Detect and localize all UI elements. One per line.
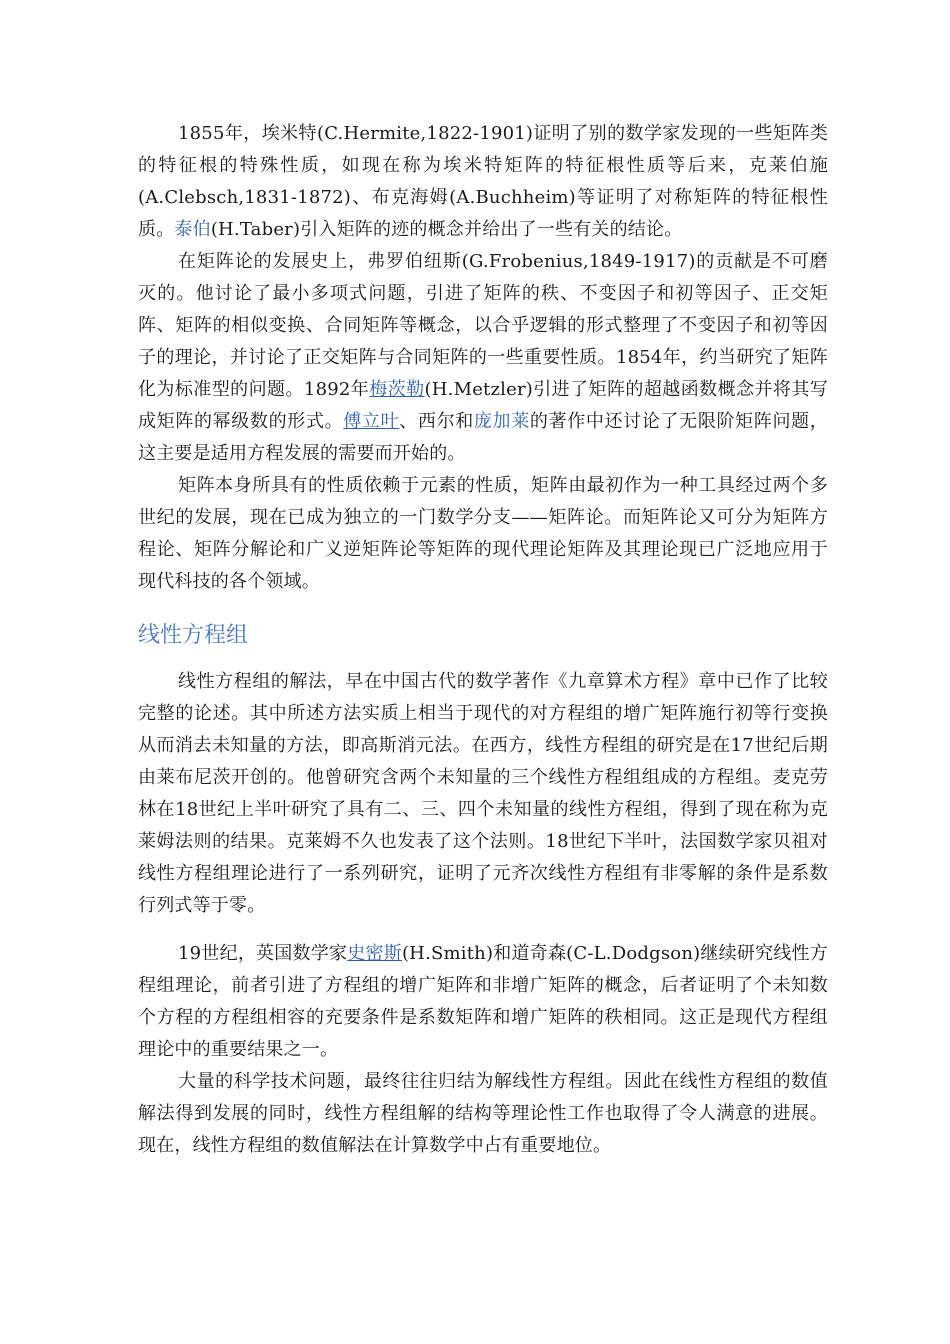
paragraph-matrix-theory: 矩阵本身所具有的性质依赖于元素的性质，矩阵由最初作为一种工具经过两个多世纪的发展，现在已成为独立的一门数学分支——矩阵论。而矩阵论又可分为矩阵方程论、矩阵分解论和广义逆矩阵论等矩阵的现代理论矩阵及其理论现已广泛地应用于现代科技的各个领域。 (138, 475, 828, 592)
paragraph-linear-history: 线性方程组的解法，早在中国古代的数学著作《九章算术方程》章中已作了比较完整的论述。其中所述方法实质上相当于现代的对方程组的增广矩阵施行初等行变换从而消去未知量的方法，即高斯消元法。在西方，线性方程组的研究是在17世纪后期由莱布尼茨开创的。他曾研究含两个未知量的三个线性方程组组成的方程组。麦克劳林在18世纪上半叶研究了具有二、三、四个未知量的线性方程组，得到了现在称为克莱姆法则的结果。克莱姆不久也发表了这个法则。18世纪下半叶，法国数学家贝祖对线性方程组理论进行了一系列研究，证明了元齐次线性方程组有非零解的条件是系数行列式等于零。 (138, 671, 828, 916)
paragraph-text: 的著作中还讨论了无限阶矩阵问题，这主要是适用方程发展的需要而开始的。 (138, 411, 828, 464)
paragraph-frobenius (138, 246, 828, 470)
paragraph-text: (H.Metzler)引进了矩阵的超越函数概念并将其写成矩阵的幂级数的形式。 (138, 379, 828, 432)
paragraph-gap (138, 922, 828, 938)
document-page (138, 118, 828, 1162)
link-smith[interactable]: 史密斯 (347, 943, 402, 964)
section-heading-linear-equations: 线性方程组 (138, 623, 249, 648)
paragraph-text: 在矩阵论的发展史上，弗罗伯纽斯(G.Frobenius,1849-1917)的贡献是不可磨灭的。他讨论了最小多项式问题，引进了矩阵的秩、不变因子和初等因子、正交矩阵、矩阵的相似变换、合同矩阵等概念，以合乎逻辑的形式整理了不变因子和初等因子的理论，并讨论了正交矩阵与合同矩阵的一些重要性质。1854年，约当研究了矩阵化为标准型的问题。1892年 (138, 251, 828, 400)
paragraph-hermite (138, 118, 828, 246)
link-poincare[interactable]: 庞加莱 (473, 411, 530, 432)
link-taber[interactable]: 泰伯 (174, 219, 211, 240)
paragraph-numerical: 大量的科学技术问题，最终往往归结为解线性方程组。因此在线性方程组的数值解法得到发展的同时，线性方程组解的结构等理论性工作也取得了令人满意的进展。现在，线性方程组的数值解法在计算数学中占有重要地位。 (138, 1071, 828, 1156)
paragraph-smith (138, 938, 828, 1066)
paragraph-text: 1855年，埃米特(C.Hermite,1822-1901)证明了别的数学家发现的一些矩阵类的特征根的特殊性质，如现在称为埃米特矩阵的特征根性质等后来，克莱伯施(A.Clebsch,1831-1872)、布克海姆(A.Buchheim)等证明了对称矩阵的特征根性质。 (138, 123, 828, 240)
link-fourier[interactable]: 傅立叶 (343, 411, 400, 432)
paragraph-text: (H.Smith)和道奇森(C-L.Dodgson)继续研究线性方程组理论，前者引进了方程组的增广矩阵和非增广矩阵的概念，后者证明了个未知数个方程的方程组相容的充要条件是系数矩阵和增广矩阵的秩相同。这正是现代方程组理论中的重要结果之一。 (138, 943, 828, 1060)
paragraph-text: 、西尔和 (399, 411, 474, 432)
paragraph-text: 19世纪，英国数学家 (178, 943, 348, 964)
link-metzler[interactable]: 梅茨勒 (369, 379, 425, 400)
paragraph-text: (H.Taber)引入矩阵的迹的概念并给出了一些有关的结论。 (210, 219, 683, 240)
